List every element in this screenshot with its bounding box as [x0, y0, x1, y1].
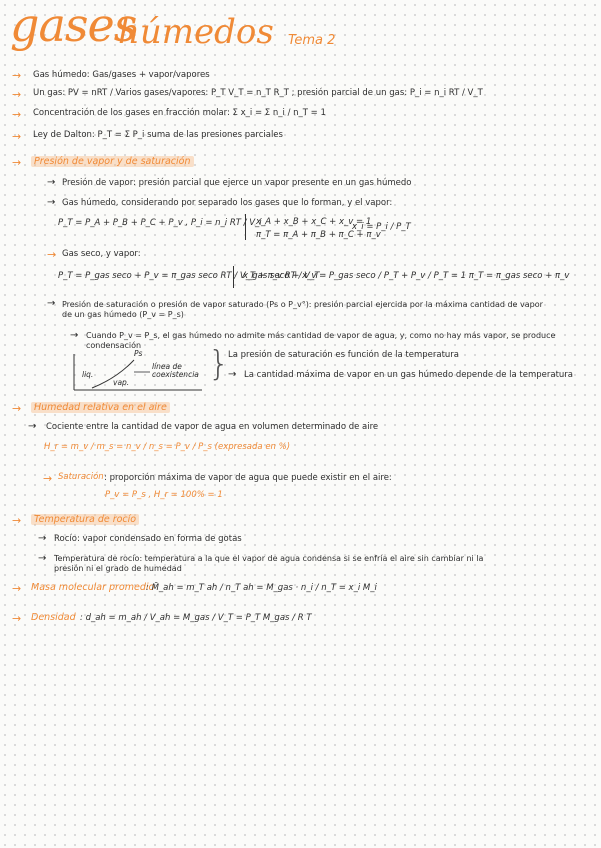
arrow-right-icon: → — [38, 533, 47, 544]
diagram-line-label: línea de — [152, 362, 182, 371]
brace: } — [208, 344, 230, 384]
arrow-right-icon: → — [12, 130, 22, 143]
separator — [245, 214, 246, 240]
sec1-f1: P_T = P_A + P_B + P_C + P_v , P_i = n_i RT / V_i — [58, 218, 262, 228]
saturacion-text: : proporción máxima de vapor de agua que puede existir en el aire: — [104, 473, 392, 483]
diagram-line-label-2: coexistencia — [152, 370, 199, 379]
sec1-b4: Presión de saturación o presión de vapor saturado (Ps o P_v°): presión parcial ejercida por la máxima cantidad de vapor — [62, 300, 543, 309]
sec1-c2: La cantidad máxima de vapor en un gas húmedo depende de la temperatura — [244, 370, 574, 380]
arrow-right-icon: → — [47, 197, 56, 208]
sec3-b2: Temperatura de rocío: temperatura a la que el vapor de agua condensa si se enfría el aire sin cambiar ni la — [54, 554, 484, 563]
sec3-b2b: presión ni el grado de humedad — [54, 564, 182, 573]
arrow-right-icon: → — [47, 177, 56, 188]
sec4-f1: : M̄_ah = m_T ah / n_T ah = M_gas · n_i / n_T = x_i M_i — [146, 583, 377, 593]
diagram-vap-label: vap. — [113, 378, 130, 387]
title-humedos: húmedos — [118, 12, 274, 52]
sec1-f1d: x_i = P_i / P_T — [352, 222, 411, 232]
sec1-f2: P_T = P_gas seco + P_v = π_gas seco RT / V_T + π_v RT / V_T — [58, 271, 320, 281]
arrow-right-icon: → — [12, 156, 22, 169]
intro-line-3: Concentración de los gases en fracción molar: Σ x_i = Σ n_i / n_T = 1 — [33, 108, 326, 118]
sec1-f1b: x_A + x_B + x_C + x_v = 1 — [256, 217, 372, 227]
section-heading-humedad: Humedad relativa en el aire — [31, 402, 170, 413]
sec1-c1: La presión de saturación es función de la temperatura — [228, 350, 460, 360]
diagram-liq-label: liq. — [82, 370, 94, 379]
arrow-right-icon: → — [47, 248, 57, 261]
sec1-b4b: de un gas húmedo (P_v = P_s) — [62, 310, 184, 319]
sec3-b1: Rocío: vapor condensado en forma de gotas — [54, 534, 242, 544]
tema-label: Tema 2 — [288, 33, 336, 48]
intro-line-4: Ley de Dalton: P_T = Σ P_i suma de las presiones parciales — [33, 130, 283, 140]
arrow-right-icon: → — [12, 69, 22, 82]
sec1-b1: Presión de vapor: presión parcial que ejerce un vapor presente en un gas húmedo — [62, 178, 412, 188]
saturacion-label: Saturación — [58, 472, 104, 482]
arrow-right-icon: → — [12, 402, 22, 415]
sec2-f1: H_r = m_v / m_s = n_v / n_s = P_v / P_s (expresada en %) — [44, 442, 291, 452]
arrow-right-icon: → — [12, 88, 22, 101]
arrow-right-icon: → — [12, 108, 22, 121]
separator — [233, 266, 234, 288]
arrow-right-icon: → — [47, 298, 56, 309]
arrow-right-icon: → — [228, 369, 237, 380]
sec1-b3: Gas seco, y vapor: — [62, 249, 141, 259]
intro-line-1: Gas húmedo: Gas/gases + vapor/vapores — [33, 70, 210, 80]
title-gases: gases — [10, 0, 137, 52]
sec2-f2: P_v = P_s , H_r = 100% = 1 — [105, 490, 223, 500]
arrow-right-icon: → — [28, 421, 37, 432]
sec1-f1c: π_T = π_A + π_B + π_C + π_v — [256, 230, 381, 240]
arrow-right-icon: → — [70, 330, 79, 341]
arrow-right-icon: → — [12, 612, 22, 625]
arrow-right-icon: → — [12, 582, 22, 595]
sec2-b1: Cociente entre la cantidad de vapor de agua en volumen determinado de aire — [46, 422, 379, 432]
section-heading-presion: Presión de vapor y de saturación — [31, 156, 194, 167]
section-heading-masa: Masa molecular promedio — [31, 582, 155, 593]
intro-line-2: Un gas: PV = nRT / Varios gases/vapores: P_T V_T = n_T R_T ; presión parcial de un gas: P_i = n_i RT / V_T — [33, 88, 483, 98]
sec1-b5b: condensación — [86, 341, 142, 350]
arrow-right-icon: → — [12, 514, 22, 527]
sec1-b5: Cuando P_v = P_s, el gas húmedo no admite más cantidad de vapor de agua, y, como no hay más vapor, se produce — [86, 331, 556, 340]
diagram-ps-label: Ps — [134, 349, 143, 358]
sec1-f2b: x_gas seco + x_v = P_gas seco / P_T + P_v / P_T = 1 π_T = π_gas seco + π_v — [243, 271, 570, 281]
arrow-right-icon: → — [43, 472, 53, 485]
sec5-f1: : d_ah = m_ah / V_ah = M_gas / V_T = P_T M_gas / R T — [80, 613, 312, 623]
arrow-right-icon: → — [38, 553, 47, 564]
sec1-b2: Gas húmedo, considerando por separado los gases que lo forman, y el vapor: — [62, 198, 393, 208]
section-heading-rocio: Temperatura de rocío — [31, 514, 139, 525]
section-heading-densidad: Densidad — [31, 612, 76, 623]
